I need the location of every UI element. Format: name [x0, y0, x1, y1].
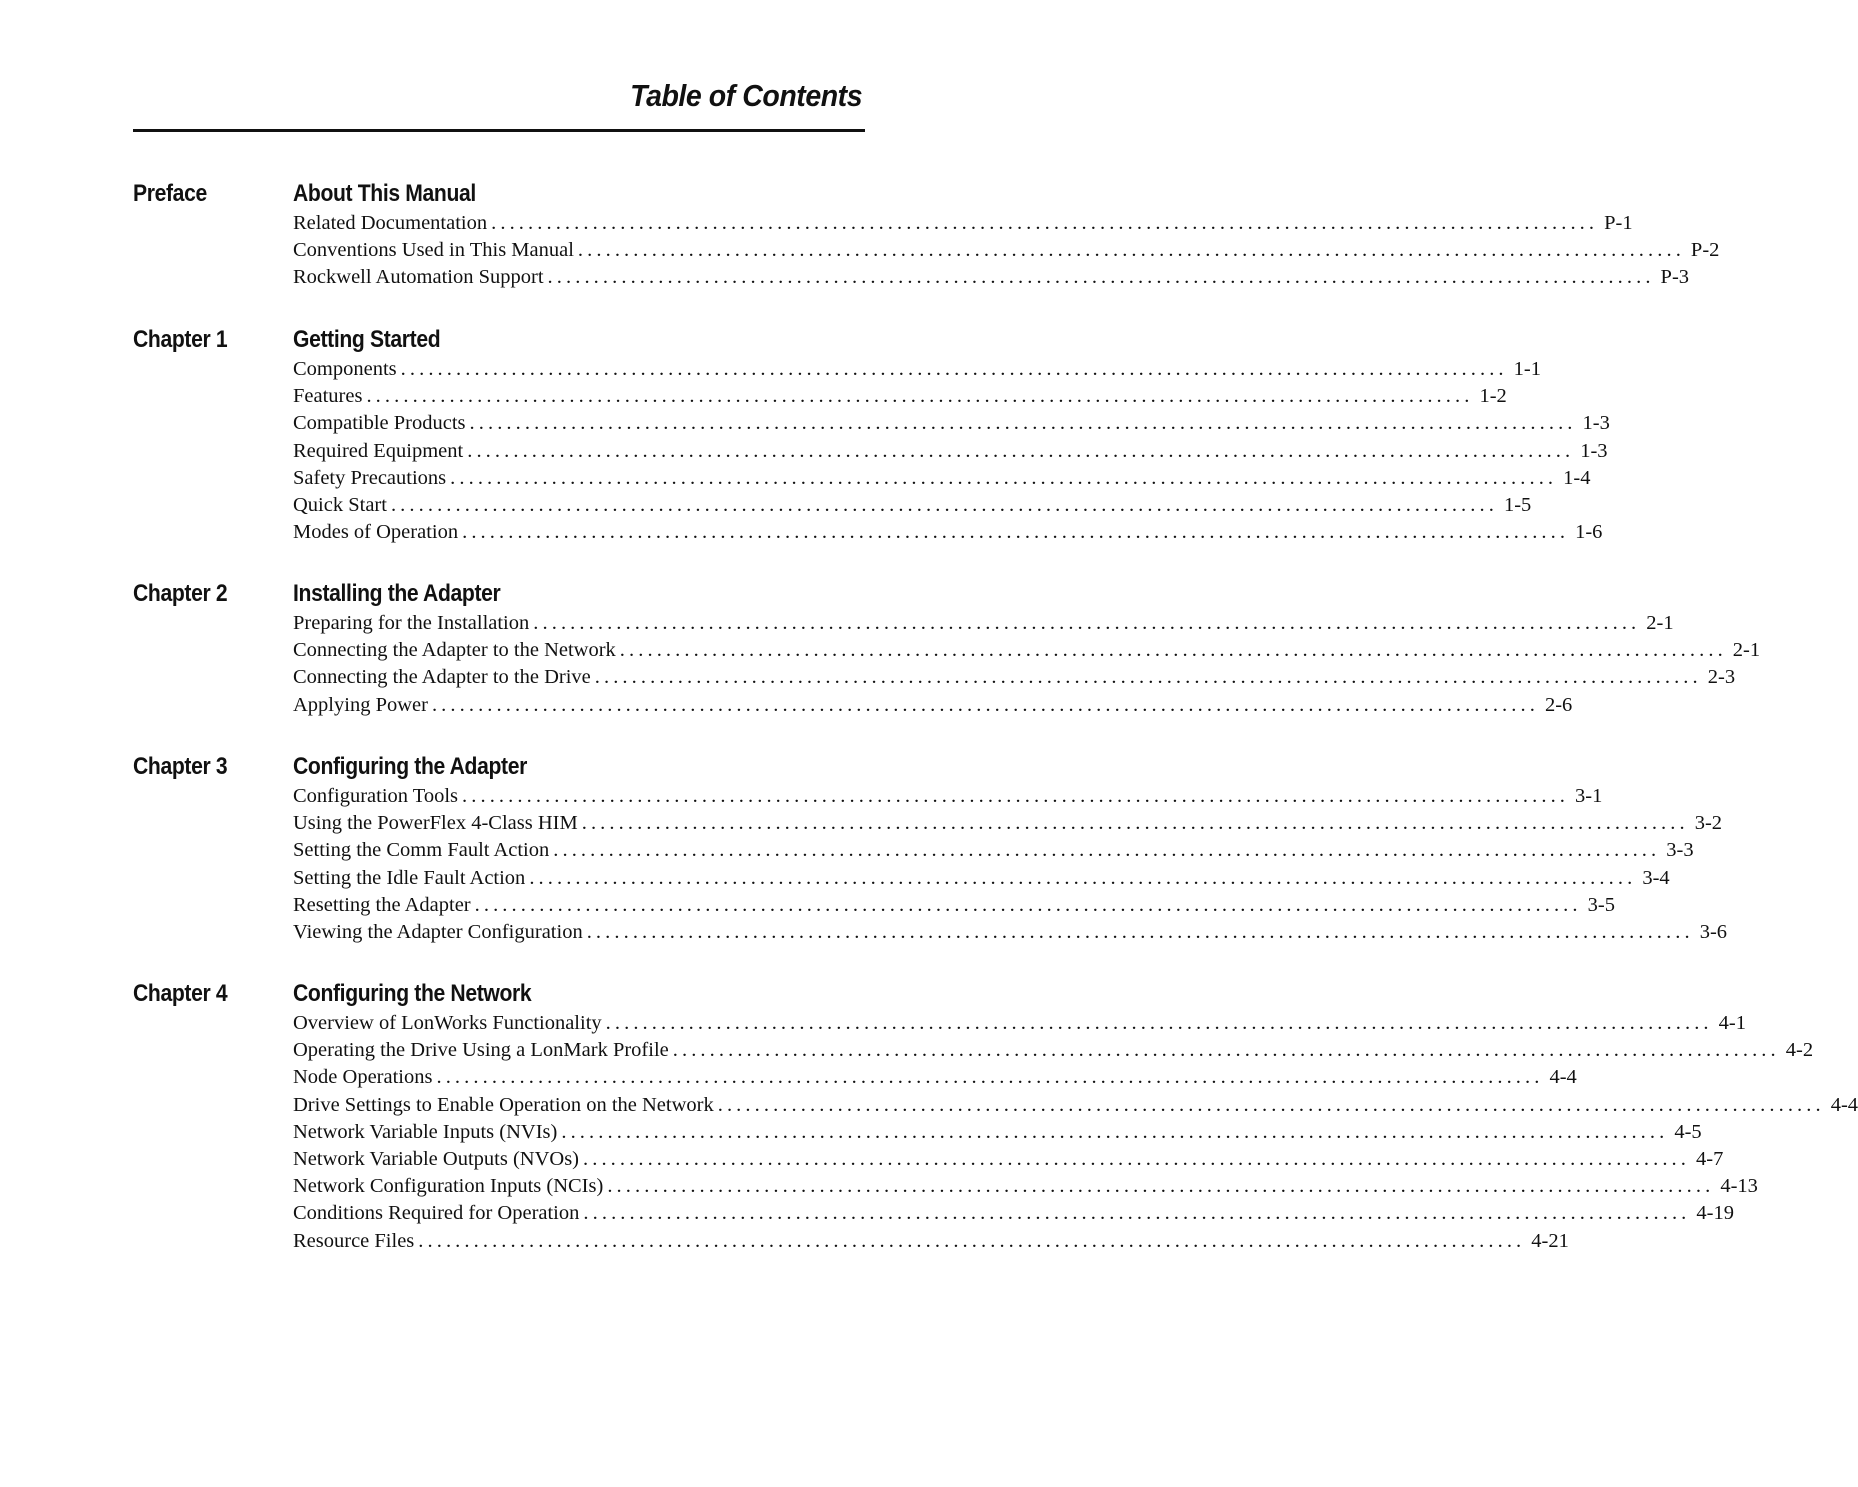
title-rule [133, 129, 865, 132]
entry-title: Configuration Tools [293, 785, 459, 807]
toc-entry[interactable] [293, 1012, 1746, 1039]
entry-title: Drive Settings to Enable Operation on the Network [293, 1093, 714, 1116]
entry-title: Required Equipment [293, 439, 464, 462]
toc-entry[interactable] [293, 239, 1720, 266]
entry-page-number: 3-6 [1699, 920, 1728, 943]
entry-page-number: 4-19 [1696, 1202, 1734, 1225]
dot-leader: ........................................................................................................................ [462, 785, 1570, 807]
entry-page-number: 1-3 [1580, 439, 1608, 462]
dot-leader: ........................................................................................................................ [474, 893, 1582, 916]
entry-page-number: 3-3 [1666, 839, 1694, 862]
entry-title: Rockwell Automation Support [293, 266, 544, 289]
toc-entry[interactable] [293, 493, 1532, 521]
dot-leader: ........................................................................................................................ [450, 466, 1558, 489]
entry-page-number: 4-21 [1531, 1229, 1569, 1252]
entry-title: Conditions Required for Operation [293, 1202, 580, 1225]
section-label: Chapter 2 [133, 580, 228, 607]
toc-entry[interactable] [293, 920, 1728, 948]
dot-leader: ........................................................................................................................ [577, 239, 1685, 262]
entry-page-number: P-3 [1660, 266, 1690, 289]
entry-list [293, 358, 1610, 548]
entry-title: Features [293, 385, 363, 408]
entry-page-number: P-1 [1604, 212, 1633, 234]
dot-leader: ........................................................................................................................ [561, 1120, 1669, 1143]
toc-entry[interactable] [293, 1066, 1577, 1093]
entry-page-number: P-2 [1690, 239, 1720, 262]
entry-title: Preparing for the Installation [293, 612, 530, 634]
entry-list [293, 1012, 1858, 1257]
toc-entry[interactable] [293, 412, 1610, 439]
entry-title: Network Variable Outputs (NVOs) [293, 1147, 579, 1170]
entry-title: Viewing the Adapter Configuration [293, 920, 583, 943]
toc-entry[interactable] [293, 212, 1633, 239]
toc-entry[interactable] [293, 812, 1723, 839]
entry-title: Compatible Products [293, 412, 466, 435]
entry-title: Connecting the Adapter to the Network [293, 639, 616, 662]
toc-entry[interactable] [293, 439, 1608, 467]
entry-page-number: 4-5 [1674, 1120, 1702, 1143]
toc-entry[interactable] [293, 1093, 1858, 1121]
toc-entry[interactable] [293, 1202, 1734, 1229]
dot-leader: ........................................................................................................................ [469, 412, 1577, 435]
dot-leader: ........................................................................................................................ [594, 666, 1702, 689]
entry-title: Resetting the Adapter [293, 893, 471, 916]
entry-page-number: 1-5 [1503, 493, 1532, 516]
dot-leader: ........................................................................................................................ [583, 1147, 1690, 1170]
toc-entry[interactable] [293, 893, 1615, 921]
entry-list [293, 212, 1720, 294]
toc-entry[interactable] [293, 1175, 1758, 1202]
entry-title: Using the PowerFlex 4-Class HIM [293, 812, 578, 835]
entry-title: Setting the Comm Fault Action [293, 839, 550, 862]
entry-title: Overview of LonWorks Functionality [293, 1012, 602, 1034]
entry-page-number: 4-4 [1549, 1066, 1577, 1089]
dot-leader: ........................................................................................................................ [436, 1066, 1544, 1089]
dot-leader: ........................................................................................................................ [418, 1229, 1526, 1252]
section-label: Chapter 3 [133, 753, 228, 780]
toc-entry[interactable] [293, 1147, 1724, 1175]
toc-entry[interactable] [293, 1039, 1814, 1066]
dot-leader: ........................................................................................................................ [607, 1175, 1715, 1198]
entry-page-number: 4-4 [1830, 1093, 1858, 1116]
section-title: Getting Started [293, 326, 441, 353]
entry-title: Safety Precautions [293, 466, 447, 489]
entry-title: Related Documentation [293, 212, 488, 234]
entry-page-number: 4-13 [1720, 1175, 1758, 1198]
dot-leader: ........................................................................................................................ [619, 639, 1727, 662]
section-title: About This Manual [293, 180, 476, 207]
toc-entry[interactable] [293, 1120, 1702, 1148]
entry-title: Resource Files [293, 1229, 415, 1252]
section-label: Preface [133, 180, 207, 207]
dot-leader: ........................................................................................................................ [366, 385, 1474, 408]
dot-leader: ........................................................................................................................ [581, 812, 1689, 835]
toc-entry[interactable] [293, 666, 1736, 693]
entry-title: Setting the Idle Fault Action [293, 866, 526, 889]
toc-entry[interactable] [293, 639, 1761, 666]
page-title: Table of Contents [630, 78, 862, 113]
dot-leader: ........................................................................................................................ [605, 1012, 1713, 1034]
entry-page-number: 3-1 [1575, 785, 1603, 807]
entry-page-number: 1-3 [1582, 412, 1610, 435]
dot-leader: ........................................................................................................................ [529, 866, 1637, 889]
toc-entry[interactable] [293, 385, 1507, 412]
entry-title: Network Configuration Inputs (NCIs) [293, 1175, 604, 1198]
entry-title: Components [293, 358, 397, 380]
entry-title: Modes of Operation [293, 521, 459, 544]
toc-entry[interactable] [293, 866, 1670, 894]
toc-entry[interactable] [293, 358, 1541, 385]
entry-title: Operating the Drive Using a LonMark Profile [293, 1039, 669, 1062]
entry-title: Network Variable Inputs (NVIs) [293, 1120, 558, 1143]
dot-leader: ........................................................................................................................ [462, 521, 1570, 544]
toc-entry[interactable] [293, 466, 1591, 494]
section-title: Configuring the Network [293, 980, 532, 1007]
section-title: Configuring the Adapter [293, 753, 527, 780]
section-label: Chapter 1 [133, 326, 228, 353]
entry-page-number: 1-6 [1575, 521, 1603, 544]
entry-page-number: 1-4 [1563, 466, 1591, 489]
dot-leader: ........................................................................................................................ [583, 1202, 1691, 1225]
entry-page-number: 2-3 [1707, 666, 1736, 689]
section-title: Installing the Adapter [293, 580, 501, 607]
toc-entry[interactable] [293, 612, 1674, 639]
dot-leader: ........................................................................................................................ [400, 358, 1508, 380]
entry-page-number: 4-2 [1785, 1039, 1814, 1062]
entry-page-number: 4-7 [1696, 1147, 1724, 1170]
dot-leader: ........................................................................................................................ [467, 439, 1575, 462]
entry-page-number: 2-1 [1732, 639, 1761, 662]
toc-entry[interactable] [293, 693, 1573, 721]
dot-leader: ........................................................................................................................ [491, 212, 1599, 234]
entry-page-number: 3-4 [1642, 866, 1670, 889]
dot-leader: ........................................................................................................................ [586, 920, 1694, 943]
entry-title: Conventions Used in This Manual [293, 239, 574, 262]
entry-title: Connecting the Adapter to the Drive [293, 666, 591, 689]
toc-entry[interactable] [293, 1229, 1569, 1257]
entry-page-number: 2-6 [1544, 693, 1573, 716]
dot-leader: ........................................................................................................................ [672, 1039, 1780, 1062]
entry-page-number: 2-1 [1646, 612, 1674, 634]
dot-leader: ........................................................................................................................ [533, 612, 1641, 634]
toc-entry[interactable] [293, 266, 1690, 293]
entry-page-number: 4-1 [1718, 1012, 1746, 1034]
dot-leader: ........................................................................................................................ [390, 493, 1498, 516]
entry-title: Quick Start [293, 493, 387, 516]
section-label: Chapter 4 [133, 980, 228, 1007]
entry-page-number: 3-2 [1694, 812, 1723, 835]
toc-entry[interactable] [293, 521, 1603, 548]
entry-page-number: 1-2 [1479, 385, 1507, 408]
entry-page-number: 1-1 [1513, 358, 1541, 380]
toc-entry[interactable] [293, 839, 1694, 866]
entry-title: Node Operations [293, 1066, 433, 1089]
dot-leader: ........................................................................................................................ [553, 839, 1661, 862]
dot-leader: ........................................................................................................................ [547, 266, 1655, 289]
dot-leader: ........................................................................................................................ [431, 693, 1539, 716]
entry-title: Applying Power [293, 693, 428, 716]
entry-list [293, 785, 1728, 948]
entry-page-number: 3-5 [1587, 893, 1615, 916]
dot-leader: ........................................................................................................................ [717, 1093, 1825, 1116]
toc-entry[interactable] [293, 785, 1603, 812]
entry-list [293, 612, 1761, 721]
